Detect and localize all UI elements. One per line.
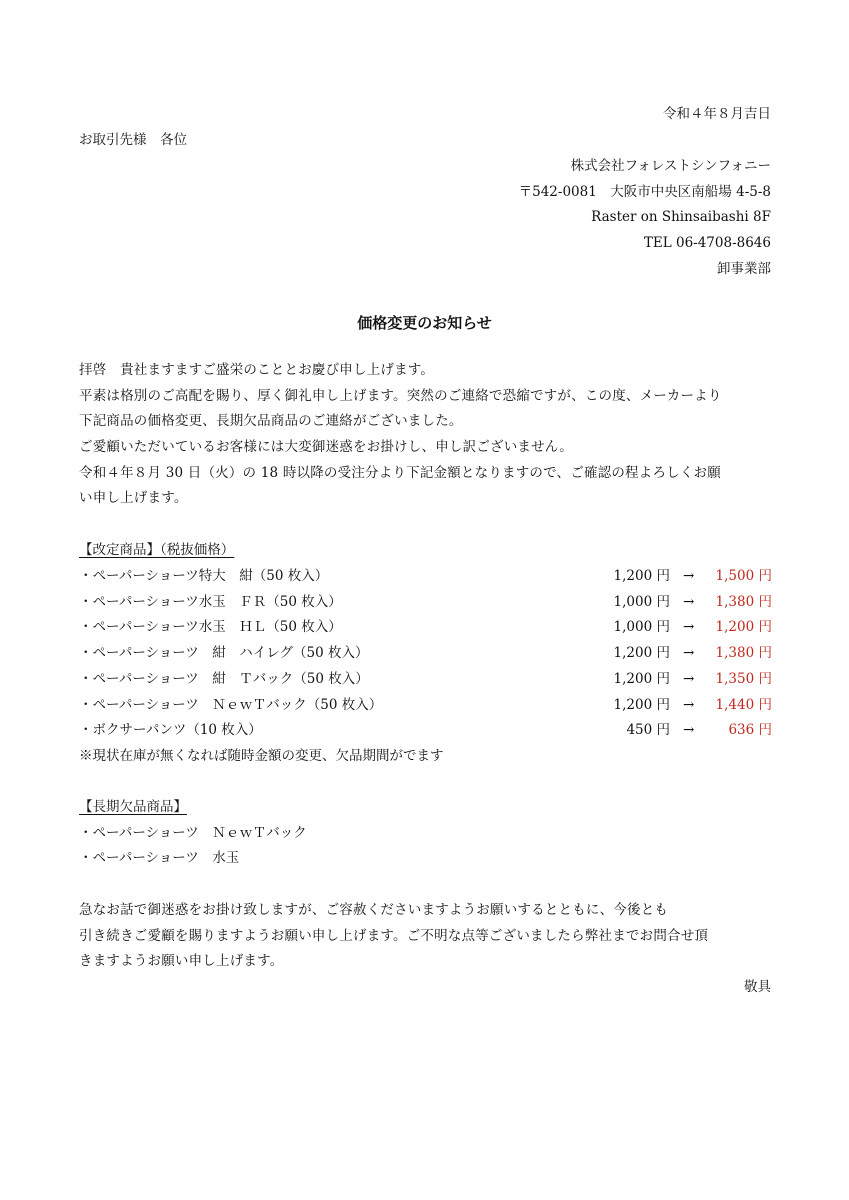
revised-item-name: ・ペーパーショーツ ＮｅｗＴバック（50 枚入） (79, 697, 383, 713)
intro-line: 令和４年８月 30 日（火）の 18 時以降の受注分より下記金額となりますので、ご確認の程よろしくお願 (79, 465, 721, 481)
old-price: 1,000 円 (613, 619, 670, 635)
new-price: 1,380 円 (715, 645, 772, 661)
longterm-item: ・ペーパーショーツ ＮｅｗＴバック (79, 825, 307, 841)
closing-line: 急なお話で御迷惑をお掛け致しますが、ご容赦くださいますようお願いするとともに、今後とも (79, 902, 669, 918)
revised-item-name: ・ボクサーパンツ（10 枚入） (79, 722, 262, 738)
revised-item-name: ・ペーパーショーツ水玉 ＦＲ（50 枚入） (79, 594, 342, 610)
old-price: 1,200 円 (613, 697, 670, 713)
arrow-icon: → (683, 645, 695, 661)
date: 令和４年８月吉日 (663, 106, 771, 122)
new-price: 1,200 円 (715, 619, 772, 635)
new-price: 1,440 円 (715, 697, 772, 713)
arrow-icon: → (683, 619, 695, 635)
old-price: 1,200 円 (613, 671, 670, 687)
revised-heading-row (79, 544, 234, 558)
sender-tel: TEL 06-4708-8646 (643, 235, 771, 251)
arrow-icon: → (683, 697, 695, 713)
intro-line: い申し上げます。 (79, 490, 188, 506)
stock-note: ※現状在庫が無くなれば随時金額の変更、欠品期間がでます (79, 748, 444, 764)
sign-off: 敬具 (744, 979, 771, 995)
longterm-item: ・ペーパーショーツ 水玉 (79, 850, 240, 866)
revised-subheading: （税抜価格） (160, 542, 235, 558)
revised-item-name: ・ペーパーショーツ特大 紺（50 枚入） (79, 568, 329, 584)
new-price: 1,500 円 (715, 568, 772, 584)
page-title: 価格変更のお知らせ (357, 314, 492, 332)
arrow-icon: → (683, 671, 695, 687)
arrow-icon: → (683, 722, 695, 738)
old-price: 450 円 (626, 722, 670, 738)
revised-item-name: ・ペーパーショーツ水玉 ＨＬ（50 枚入） (79, 619, 342, 635)
revised-item-name: ・ペーパーショーツ 紺 ハイレグ（50 枚入） (79, 645, 369, 661)
new-price: 1,380 円 (715, 594, 772, 610)
closing-line: きますようお願い申し上げます。 (79, 953, 284, 969)
intro-line: ご愛顧いただいているお客様には大変御迷惑をお掛けし、申し訳ございません。 (79, 439, 574, 455)
new-price: 1,350 円 (715, 671, 772, 687)
revised-item-name: ・ペーパーショーツ 紺 Ｔバック（50 枚入） (79, 671, 369, 687)
sender-company: 株式会社フォレストシンフォニー (570, 158, 771, 174)
longterm-heading: 【長期欠品商品】 (79, 799, 187, 815)
old-price: 1,200 円 (613, 568, 670, 584)
new-price: 636 円 (728, 722, 772, 738)
closing-line: 引き続きご愛顧を賜りますようお願い申し上げます。ご不明な点等ございましたら弊社までお問合せ頂 (79, 928, 709, 944)
intro-line: 拝啓 貴社ますますご盛栄のこととお慶び申し上げます。 (79, 362, 435, 378)
recipient: お取引先様 各位 (79, 132, 187, 148)
sender-department: 卸事業部 (717, 261, 771, 277)
old-price: 1,200 円 (613, 645, 670, 661)
intro-line: 下記商品の価格変更、長期欠品商品のご連絡がございました。 (79, 413, 463, 429)
revised-heading: 【改定商品】 (79, 542, 160, 558)
arrow-icon: → (683, 568, 695, 584)
arrow-icon: → (683, 594, 695, 610)
old-price: 1,000 円 (613, 594, 670, 610)
sender-building: Raster on Shinsaibashi 8F (591, 209, 771, 225)
intro-line: 平素は格別のご高配を賜り、厚く御礼申し上げます。突然のご連絡で恐縮ですが、この度、メーカーより (79, 388, 722, 404)
sender-address: 〒542-0081 大阪市中央区南船場 4-5-8 (518, 184, 771, 200)
